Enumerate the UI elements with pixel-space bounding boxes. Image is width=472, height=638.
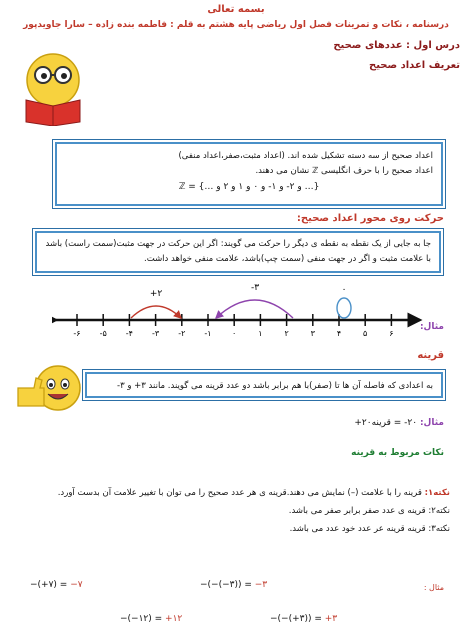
eq-1-left: −(+۷) = xyxy=(30,580,71,590)
page-subtitle: درسنامه ، نکات و تمرینات فصل اول ریاضی پایه هشتم به قلم : فاطمه بنده زاده – سارا جاویدپور xyxy=(23,20,449,30)
number-line-tick-label: -۳ xyxy=(152,329,160,338)
definition-heading: تعریف اعداد صحیح xyxy=(368,60,460,71)
definition-box xyxy=(55,142,443,206)
note-1-label: نکته۱: xyxy=(424,488,450,498)
number-line-tick-label: ۱ xyxy=(258,329,263,338)
number-line-tick-label: -۶ xyxy=(73,329,81,338)
thumbs-up-emoji-icon xyxy=(14,358,86,418)
definition-line-1: اعداد صحیح از سه دسته تشکیل شده اند. (اعداد مثبت،صفر،اعداد منفی) xyxy=(178,151,433,161)
movement-text: جا به جایی از یک نقطه به نقطه ی دیگر را حرکت می گویند: اگر این حرکت در جهت مثبت(سمت راست) باشد با علامت مثبت و اگر در جهت منفی (سمت چپ)باشد، علامت منفی خواهد داشت. xyxy=(45,239,431,264)
opposite-example xyxy=(354,418,444,428)
eq-3-result: +۱۲ xyxy=(165,614,183,624)
eq-2-result: −۳ xyxy=(254,580,268,590)
movement-heading: حرکت روی محور اعداد صحیح: xyxy=(296,213,444,224)
example-eq-1 xyxy=(30,580,83,590)
note-2: نکته۲: قرینه ی عدد صفر برابر صفر می باشد. xyxy=(288,506,450,516)
number-line-tick-label: ۵ xyxy=(363,329,368,338)
notes-list xyxy=(14,484,450,538)
number-line-tick-label: -۴ xyxy=(125,329,133,338)
number-line-tick-label: ۶ xyxy=(389,329,394,338)
movement-example-label: مثال: xyxy=(419,322,444,332)
opposite-box xyxy=(85,372,443,398)
movement-box xyxy=(35,231,441,273)
arrow-label-plus-two: +۲ xyxy=(149,289,163,299)
note-3: نکته۳: قرینه قرینه عر عدد خود عدد می باشد. xyxy=(289,524,450,534)
eq-2-left: −(−(−۳)) = xyxy=(200,580,255,590)
number-line-tick-label: ۳ xyxy=(310,329,315,338)
arrow-zero-loop xyxy=(337,298,351,318)
arrow-minus-three xyxy=(216,300,293,318)
eq-4-left: −(−(+۳)) = xyxy=(270,614,325,624)
examples-label: مثال : xyxy=(423,583,444,592)
reading-emoji-icon xyxy=(14,48,92,126)
number-line-tick-label: -۲ xyxy=(178,329,186,338)
page-header-bismillah: بسمه تعالی xyxy=(207,4,265,15)
number-line-tick-label: -۱ xyxy=(204,329,212,338)
note-1-text: قرینه را با علامت (–) نمایش می دهند.قرینه ی هر عدد صحیح را می توان با تغییر علامت آن بدست آورد. xyxy=(57,488,422,498)
integer-set-formula: ℤ = {… و ۲- و ۱- و ۰ و ۱ و ۲ و …} xyxy=(178,182,320,192)
number-line xyxy=(52,280,424,340)
arrow-label-zero: ۰ xyxy=(341,285,347,295)
opposite-text: به اعدادی که فاصله آن ها تا (صفر)با هم برابر باشد دو عدد قرینه می گویند. مانند ۳+ و ۳- xyxy=(116,381,433,391)
example-eq-4 xyxy=(270,614,337,624)
notes-heading: نکات مربوط به قرینه xyxy=(351,448,444,458)
number-line-tick-label: -۵ xyxy=(99,329,107,338)
opposite-example-text: ۲۰- = قرینه۲۰+ xyxy=(354,418,418,428)
eq-3-left: −(−۱۲) = xyxy=(120,614,166,624)
lesson-title: درس اول : عددهای صحیح xyxy=(333,40,460,51)
number-line-tick-label: ۴ xyxy=(336,329,342,338)
number-line-tick-label: ۰ xyxy=(232,329,237,338)
definition-line-2: اعداد صحیح را با حرف انگلیسی ℤ نشان می دهند. xyxy=(255,166,433,176)
number-line-tick-label: ۲ xyxy=(284,329,289,338)
arrow-label-minus-three: -۳ xyxy=(250,283,260,293)
example-eq-3 xyxy=(120,614,182,624)
opposite-heading: قرینه xyxy=(417,350,444,361)
eq-1-result: −۷ xyxy=(70,580,83,590)
eq-4-result: +۳ xyxy=(324,614,338,624)
opposite-example-label: مثال: xyxy=(419,418,444,428)
note-1 xyxy=(14,484,450,502)
example-eq-2 xyxy=(200,580,267,590)
